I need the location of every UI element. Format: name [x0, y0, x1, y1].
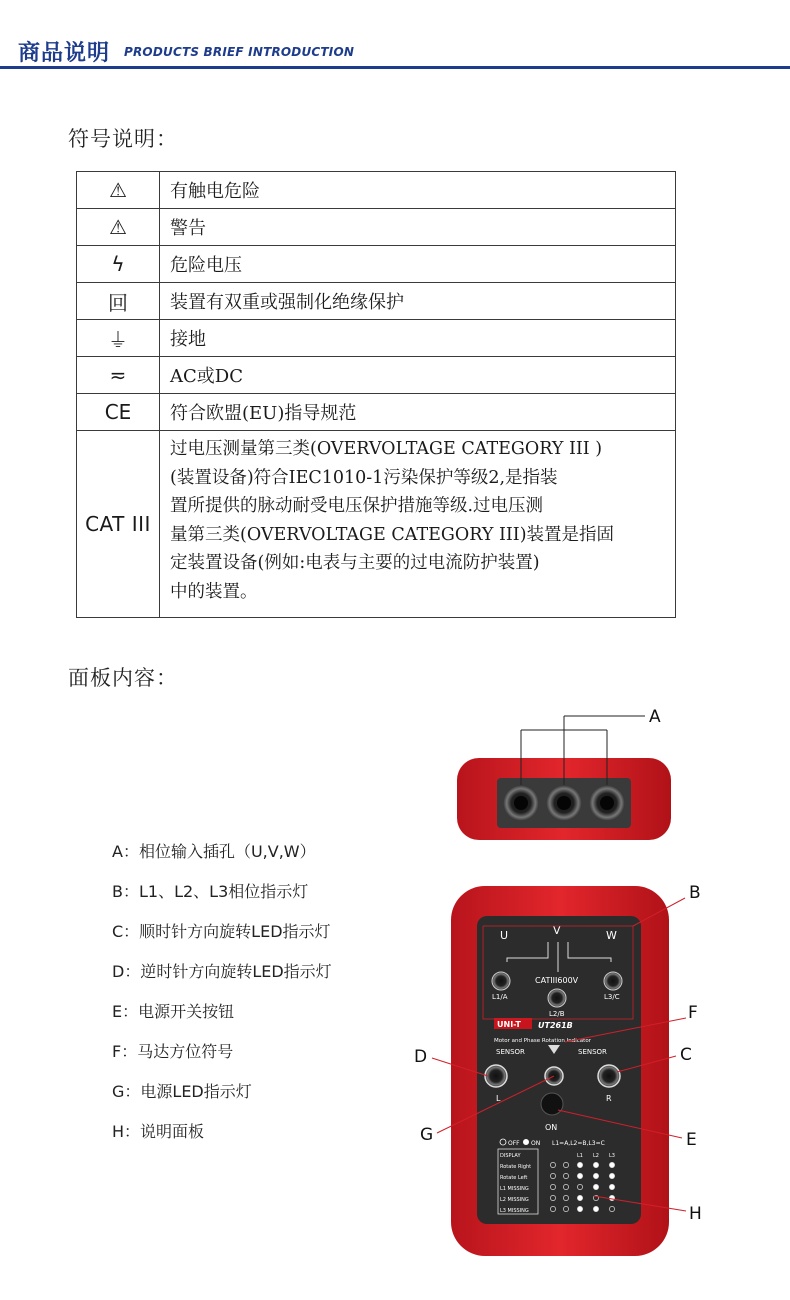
- legend-item-g: G：电源LED指示灯: [112, 1081, 252, 1101]
- cat-iii-label: CAT III: [77, 431, 160, 618]
- callout-g: G: [420, 1125, 434, 1145]
- legend-item-h: H：说明面板: [112, 1121, 205, 1141]
- device-front-view: [451, 886, 669, 1256]
- model-label: UT261B: [538, 1021, 573, 1030]
- status-row-label: L3 MISSING: [500, 1208, 529, 1214]
- status-off-label: OFF: [508, 1140, 520, 1147]
- cat-line: (装置设备)符合IEC1010-1污染保护等级2,是指装: [170, 467, 558, 488]
- phase-v-label: V: [553, 924, 561, 937]
- cat-line: 定装置设备(例如:电表与主要的过电流防护装置): [170, 553, 540, 573]
- cat-line: 置所提供的脉动耐受电压保护措施等级.过电压测: [170, 496, 544, 516]
- header-title-en: PRODUCTS BRIEF INTRODUCTION: [124, 45, 355, 59]
- status-row-label: Rotate Right: [500, 1164, 532, 1170]
- panel-section-title: 面板内容：: [68, 666, 178, 690]
- l3-indicator: [604, 972, 622, 990]
- callout-a: A: [649, 707, 661, 727]
- callout-e: E: [686, 1130, 697, 1150]
- jack-w-hole: [600, 796, 614, 810]
- symbol-description: 危险电压: [160, 246, 676, 283]
- cat-line: 量第三类(OVERVOLTAGE CATEGORY III)装置是指固: [170, 524, 615, 545]
- symbol-description: 符合欧盟(EU)指导规范: [160, 394, 676, 431]
- power-button[interactable]: [541, 1093, 563, 1115]
- on-label: ON: [545, 1123, 558, 1132]
- callout-f: F: [688, 1003, 698, 1023]
- legend-item-f: F：马达方位符号: [112, 1041, 234, 1061]
- phase-map-label: L1=A,L2=B,L3=C: [552, 1140, 605, 1147]
- callout-b: B: [689, 883, 701, 903]
- legend-item-d: D：逆时针方向旋转LED指示灯: [112, 961, 332, 981]
- callout-d: D: [414, 1047, 428, 1067]
- phase-w-label: W: [606, 929, 617, 942]
- ground-icon: ⏚: [77, 320, 160, 357]
- legend-item-b: B：L1、L2、L3相位指示灯: [112, 881, 309, 901]
- cat-line: 中的装置。: [170, 581, 258, 602]
- status-row-label: DISPLAY: [500, 1153, 521, 1159]
- dir-right-label: R: [606, 1094, 612, 1103]
- term-l1-label: L1/A: [492, 993, 508, 1001]
- ce-mark-icon: CE: [77, 394, 160, 431]
- ac-dc-icon: ≂: [77, 357, 160, 394]
- double-insulation-icon: 回: [77, 283, 160, 320]
- term-l3-label: L3/C: [604, 993, 620, 1001]
- cat-rating-label: CATIII600V: [535, 976, 579, 985]
- jack-v-hole: [557, 796, 571, 810]
- symbol-description: 有触电危险: [160, 172, 676, 209]
- status-row-label: Rotate Left: [500, 1175, 528, 1181]
- status-row-label: L1 MISSING: [500, 1186, 529, 1192]
- brand-label: UNI-T: [497, 1020, 521, 1029]
- symbol-description: AC或DC: [160, 357, 676, 394]
- on-legend-icon: [523, 1139, 529, 1145]
- legend-item-c: C：顺时针方向旋转LED指示灯: [112, 921, 331, 941]
- device-subtitle: Motor and Phase Rotation Indicator: [494, 1038, 591, 1044]
- shock-hazard-icon: ⚠: [77, 172, 160, 209]
- header-title-cn: 商品说明: [18, 41, 111, 66]
- status-col-label: L2: [593, 1153, 599, 1159]
- symbol-description: 接地: [160, 320, 676, 357]
- callout-h: H: [689, 1204, 702, 1224]
- jack-u-hole: [514, 796, 528, 810]
- status-col-label: L3: [609, 1153, 615, 1159]
- cat-line: 过电压测量第三类(OVERVOLTAGE CATEGORY III ): [170, 439, 603, 459]
- ccw-led: [485, 1065, 507, 1087]
- dangerous-voltage-icon: ϟ: [77, 246, 160, 283]
- callout-c: C: [680, 1045, 692, 1065]
- status-on-label: ON: [531, 1140, 541, 1147]
- cw-led: [598, 1065, 620, 1087]
- symbols-section-title: 符号说明：: [68, 127, 178, 151]
- status-row-label: L2 MISSING: [500, 1197, 529, 1203]
- symbol-description: 警告: [160, 209, 676, 246]
- sensor-right-label: SENSOR: [578, 1048, 607, 1056]
- phase-u-label: U: [500, 929, 509, 942]
- legend-item-e: E：电源开关按钮: [112, 1001, 235, 1021]
- symbol-description: 装置有双重或强制化绝缘保护: [160, 283, 676, 320]
- term-l2-label: L2/B: [549, 1010, 565, 1018]
- dir-left-label: L: [496, 1094, 501, 1103]
- warning-icon: ⚠: [77, 209, 160, 246]
- legend-item-a: A：相位输入插孔（U,V,W）: [112, 841, 316, 861]
- l1-indicator: [492, 972, 510, 990]
- status-col-label: L1: [577, 1153, 583, 1159]
- sensor-left-label: SENSOR: [496, 1048, 525, 1056]
- l2-indicator: [548, 989, 566, 1007]
